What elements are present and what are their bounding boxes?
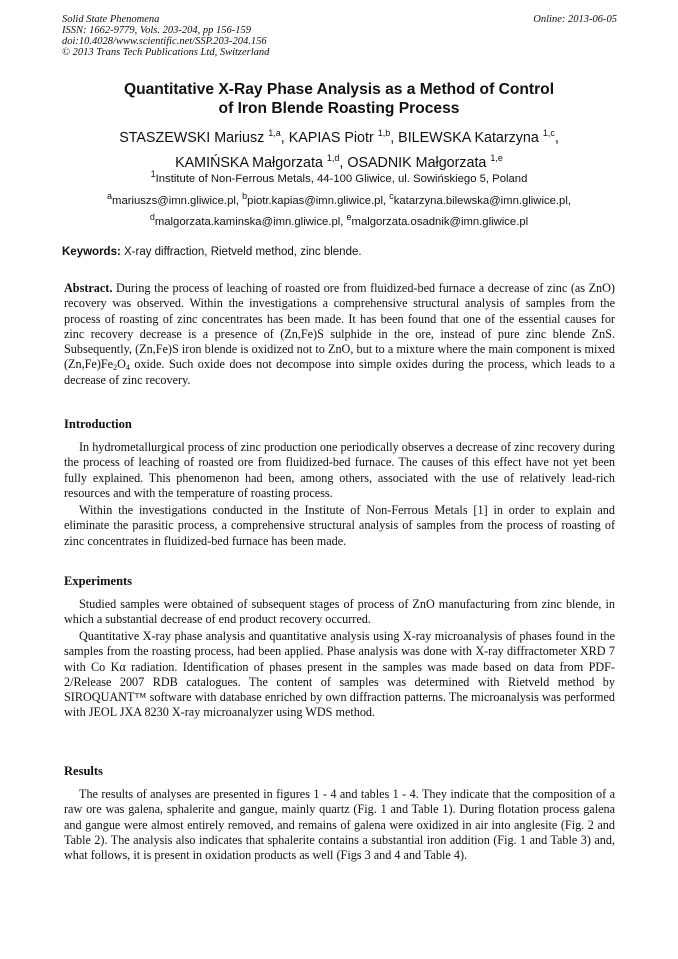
journal-name: Solid State Phenomena bbox=[62, 14, 160, 25]
abstract-text: During the process of leaching of roasted ore from fluidized-bed furnace a decrease of zinc (as ZnO) recovery was observed. Within the investigations a comprehensive structural analysis of samples from the process of roasting of zinc concentrates has been made. It has been found that one of the essential causes for zinc recovery decrease is a presence of (Zn,Fe)S sulphide in the ore, instead of pure zinc blende ZnS. Subsequently, (Zn,Fe)S iron blende is oxidized not to ZnO, but to a mixture where the main component is mixed (Zn,Fe)Fe bbox=[64, 281, 615, 372]
subscript: 4 bbox=[125, 363, 130, 373]
keywords-text: X-ray diffraction, Rietveld method, zinc blende. bbox=[120, 246, 362, 258]
introduction-paragraph-2: Within the investigations conducted in the Institute of Non-Ferrous Metals [1] in order to explain and eliminate the parasitic process, a comprehensive structural analysis of samples from the process of roasting of zinc concentrates in fluidized-bed furnace has been made. bbox=[64, 503, 615, 548]
email-line-1 bbox=[60, 189, 618, 208]
introduction-paragraph-1: In hydrometallurgical process of zinc production one periodically observes a decrease of zinc recovery during the process of leaching of roasted ore from fluidized-bed furnace. The causes of this effect have not yet been fully explained. This phenomenon had been, among others, associated with the use of relatively lead-rich resources and with the temperature of roasting process. bbox=[64, 440, 615, 500]
author-list bbox=[60, 123, 618, 173]
author-sup: 1,c bbox=[542, 128, 555, 138]
title-line-1: Quantitative X-Ray Phase Analysis as a Method of Control bbox=[123, 81, 555, 98]
author-sup: 1,d bbox=[326, 152, 340, 163]
copyright-line: © 2013 Trans Tech Publications Ltd, Switzerland bbox=[62, 47, 270, 58]
section-heading-results: Results bbox=[64, 764, 103, 778]
email: malgorzata.kaminska@imn.gliwice.pl, bbox=[154, 215, 347, 228]
author-sup: 1,a bbox=[268, 128, 281, 138]
abstract-text: oxide. Such oxide does not decompose into simple oxides during the process, which leads to a decrease of zinc recovery. bbox=[64, 357, 615, 387]
author-sup: 1,b bbox=[377, 128, 391, 138]
email-sup: b bbox=[242, 191, 248, 201]
keywords-label: Keywords: bbox=[62, 246, 121, 258]
affiliation-sup: 1 bbox=[150, 169, 156, 179]
author-sup: 1,e bbox=[490, 152, 503, 163]
email: malgorzata.osadnik@imn.gliwice.pl bbox=[351, 215, 529, 228]
issn-line: ISSN: 1662-9779, Vols. 203-204, pp 156-159 bbox=[62, 25, 251, 36]
abstract-text: O bbox=[117, 357, 126, 372]
section-heading-experiments: Experiments bbox=[64, 574, 133, 588]
email-sup: e bbox=[346, 212, 352, 222]
author-name: STASZEWSKI Mariusz bbox=[119, 129, 269, 146]
experiments-paragraph-1: Studied samples were obtained of subsequent stages of process of ZnO manufacturing from zinc blende, in which a substantial decrease of end product recovery occurred. bbox=[64, 597, 615, 627]
keywords bbox=[62, 245, 618, 259]
email: piotr.kapias@imn.gliwice.pl, bbox=[247, 194, 390, 207]
author-name: , KAPIAS Piotr bbox=[280, 129, 378, 146]
experiments-paragraph-2: Quantitative X-ray phase analysis and quantitative analysis using X-ray microanalysis of phases found in the samples from the roasting process, had been applied. Phase analysis was done with X-ray diffractometer XRD 7 with Co Kα radiation. Identification of phases present in the samples was made based on data from PDF-2/Release 2007 RDB catalogues. The content of samples was determined with Rietveld method by SIROQUANT™ software with database enriched by own diffraction patterns. The microanalysis was performed with JEOL JXA 8230 X-ray microanalyzer using WDS method. bbox=[64, 629, 615, 720]
author-name: , OSADNIK Małgorzata bbox=[339, 154, 491, 171]
abstract-paragraph bbox=[64, 281, 615, 388]
email-sup: a bbox=[107, 191, 113, 201]
online-date: Online: 2013-06-05 bbox=[533, 14, 617, 25]
email-sup: c bbox=[389, 191, 394, 201]
author-name: , BILEWSKA Katarzyna bbox=[390, 129, 543, 146]
doi-line: doi:10.4028/www.scientific.net/SSP.203-204.156 bbox=[62, 36, 267, 47]
abstract-label: Abstract. bbox=[64, 281, 113, 295]
email-line-2 bbox=[60, 210, 618, 229]
subscript: 2 bbox=[113, 363, 118, 373]
affiliation bbox=[60, 167, 618, 186]
section-heading-introduction: Introduction bbox=[64, 417, 132, 431]
title-line-2: of Iron Blende Roasting Process bbox=[218, 100, 460, 117]
journal-header bbox=[62, 14, 402, 58]
author-line-1 bbox=[60, 123, 618, 148]
author-name: KAMIŃSKA Małgorzata bbox=[175, 154, 327, 171]
results-paragraph-1: The results of analyses are presented in figures 1 - 4 and tables 1 - 4. They indicate that the composition of a raw ore was galena, sphalerite and gangue, mainly quartz (Fig. 1 and Table 1). During flotation process galena and gangue were almost entirely removed, and remains of galena were oxidized in air into anglesite (Fig. 2 and Table 2). The analysis also indicates that sphalerite contains a substantial iron addition (Fig. 1 and Table 3) and, what follows, it is present in oxidation products as well (Figs 3 and 4 and Table 4). bbox=[64, 787, 615, 863]
affiliation-text: Institute of Non-Ferrous Metals, 44-100 Gliwice, ul. Sowińskiego 5, Poland bbox=[155, 172, 528, 185]
email: katarzyna.bilewska@imn.gliwice.pl, bbox=[393, 194, 571, 207]
paper-title bbox=[60, 80, 618, 118]
email-sup: d bbox=[149, 212, 155, 222]
email: mariuszs@imn.gliwice.pl, bbox=[112, 194, 243, 207]
author-separator: , bbox=[554, 129, 559, 146]
